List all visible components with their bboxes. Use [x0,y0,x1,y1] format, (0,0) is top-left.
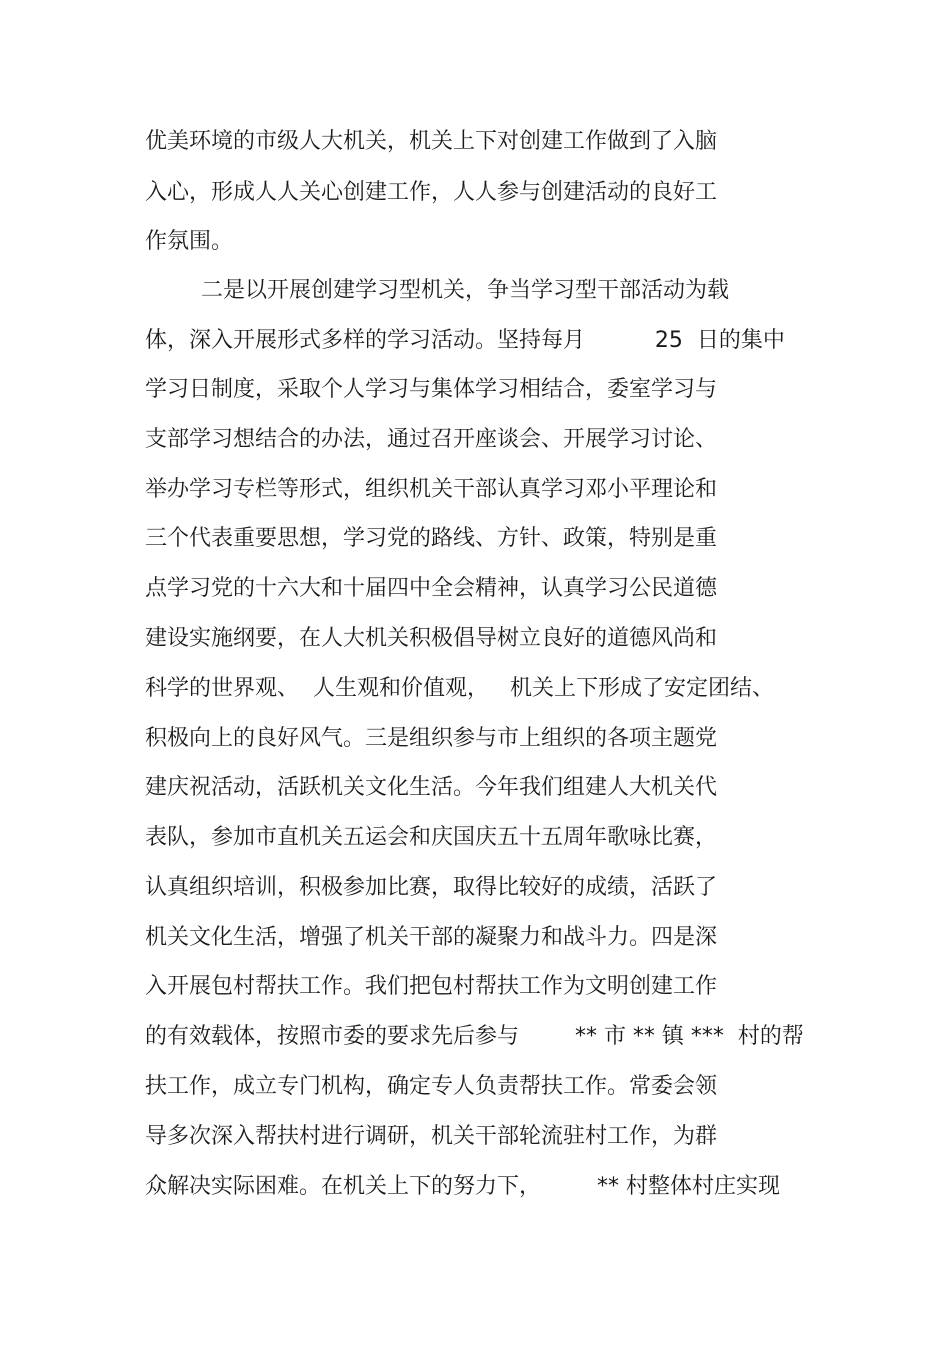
text-line: 表队，参加市直机关五运会和庆国庆五十五周年歌咏比赛， [145,825,718,850]
text-line: 入开展包村帮扶工作。我们把包村帮扶工作为文明创建工作 [145,974,718,999]
text-line: 学习日制度，采取个人学习与集体学习相结合，委室学习与 [145,377,718,402]
text-line: 认真组织培训，积极参加比赛，取得比较好的成绩，活跃了 [145,875,718,900]
text-line: 优美环境的市级人大机关，机关上下对创建工作做到了入脑 [145,129,718,154]
text-line: 二是以开展创建学习型机关，争当学习型干部活动为载 [145,278,729,303]
text-line: 入心，形成人人关心创建工作，人人参与创建活动的良好工 [145,180,718,205]
text-line: 点学习党的十六大和十届四中全会精神，认真学习公民道德 [145,576,718,601]
text-line: 建设实施纲要，在人大机关积极倡导树立良好的道德风尚和 [145,626,718,651]
text-line: 导多次深入帮扶村进行调研，机关干部轮流驻村工作，为群 [145,1124,718,1149]
text-line: 的有效载体，按照市委的要求先后参与 ** 市 ** 镇 *** 村的帮 [145,1024,804,1049]
text-line: 三个代表重要思想，学习党的路线、方针、政策，特别是重 [145,526,718,551]
text-line: 扶工作，成立专门机构，确定专人负责帮扶工作。常委会领 [145,1074,718,1099]
text-line: 建庆祝活动，活跃机关文化生活。今年我们组建人大机关代 [145,775,718,800]
text-line: 作氛围。 [145,229,234,254]
text-line: 机关文化生活，增强了机关干部的凝聚力和战斗力。四是深 [145,925,718,950]
text-line: 积极向上的良好风气。三是组织参与市上组织的各项主题党 [145,726,718,751]
text-line: 众解决实际困难。在机关上下的努力下， ** 村整体村庄实现 [145,1174,780,1199]
text-line: 支部学习想结合的办法，通过召开座谈会、开展学习讨论、 [145,427,718,452]
text-line: 举办学习专栏等形式，组织机关干部认真学习邓小平理论和 [145,477,718,502]
text-line: 体，深入开展形式多样的学习活动。坚持每月 25 日的集中 [145,328,785,353]
text-line: 科学的世界观、 人生观和价值观， 机关上下形成了安定团结、 [145,676,774,701]
